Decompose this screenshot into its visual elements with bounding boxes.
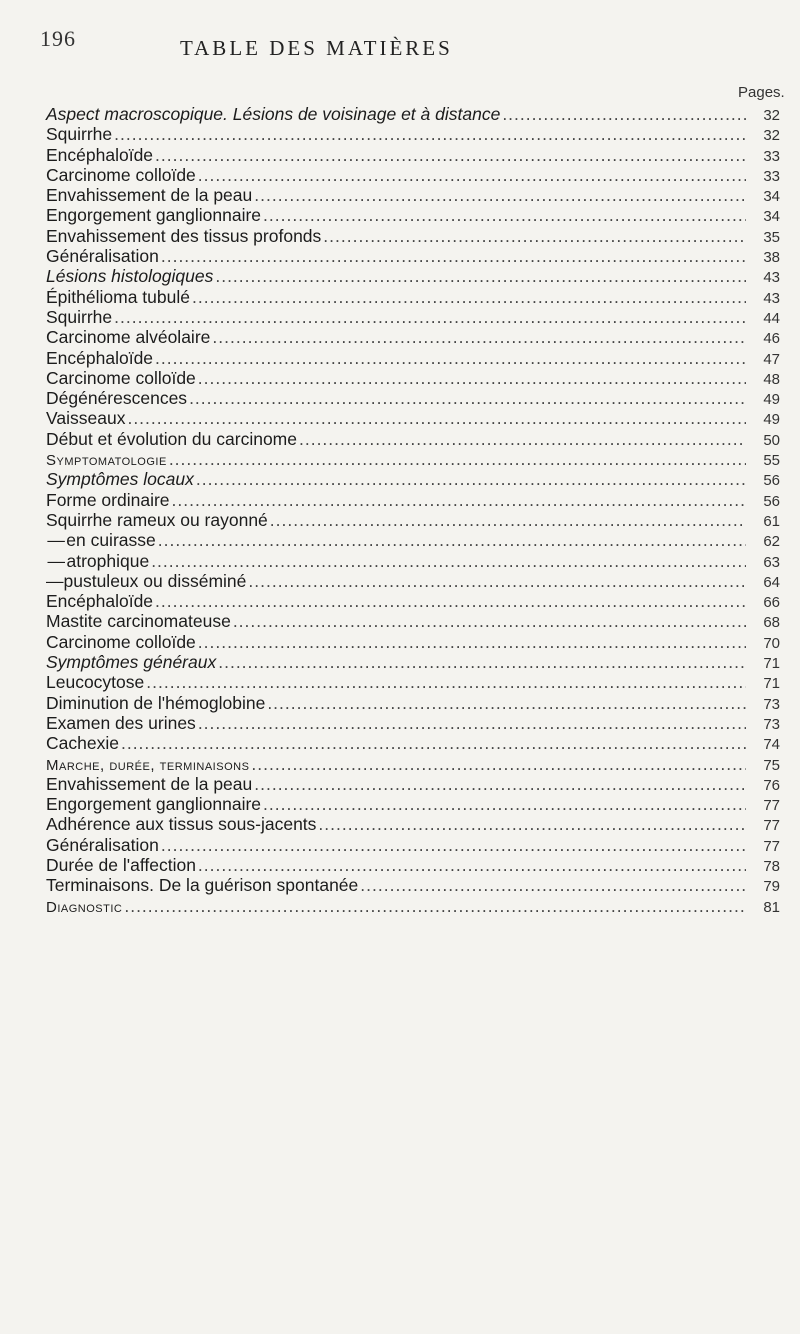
toc-entry (46, 327, 780, 347)
toc-entry (46, 408, 780, 428)
toc-entry (46, 632, 780, 652)
leader-dots (263, 205, 746, 225)
toc-entry-page: 43 (763, 269, 780, 287)
toc-entry-page: 46 (763, 330, 780, 348)
toc-entry (46, 287, 780, 307)
toc-entry-title: Engorgement ganglionnaire (46, 205, 262, 226)
leader-dots (151, 551, 746, 571)
leader-dots (270, 510, 746, 530)
toc-entry (46, 246, 780, 266)
toc-entry-title: Examen des urines (46, 712, 196, 733)
leader-dots (196, 469, 746, 489)
table-of-contents (46, 104, 780, 916)
leader-dots (254, 185, 746, 205)
toc-entry-title: Carcinome colloïde (46, 164, 196, 185)
toc-entry-page: 50 (763, 431, 780, 449)
toc-entry-title: Symptômes généraux (46, 652, 217, 673)
toc-entry-page: 48 (763, 370, 780, 388)
toc-entry-title: Aspect macroscopique. Lésions de voisinage et à distance (46, 104, 501, 124)
toc-entry-title: Engorgement ganglionnaire (46, 794, 262, 815)
toc-entry-title: Diagnostic (46, 898, 123, 916)
toc-entry-page: 56 (763, 472, 780, 490)
toc-entry (46, 368, 780, 388)
toc-entry-title: Encéphaloïde (46, 347, 154, 368)
leader-dots (212, 327, 746, 347)
toc-entry-page: 38 (763, 249, 780, 267)
leader-dots (146, 672, 746, 692)
toc-entry (46, 165, 780, 185)
leader-dots (218, 652, 746, 672)
toc-entry-title: pustuleux ou disséminé (63, 570, 247, 591)
toc-entry-title: Généralisation (46, 246, 159, 267)
toc-entry (46, 754, 780, 774)
leader-dots (189, 388, 746, 408)
toc-entry-title: Marche, durée, terminaisons (46, 756, 250, 774)
toc-entry (46, 124, 780, 144)
toc-entry (46, 774, 780, 794)
toc-entry (46, 266, 780, 286)
leader-dots (198, 855, 746, 875)
leader-dots (158, 530, 746, 550)
leader-dots (263, 794, 746, 814)
leader-dots (248, 571, 746, 591)
toc-entry-title: Encéphaloïde (46, 591, 154, 612)
continuation-dash: — (46, 570, 64, 591)
toc-entry-title: Adhérence aux tissus sous-jacents (46, 814, 317, 835)
toc-entry-page: 77 (763, 797, 780, 815)
toc-entry-title: Carcinome colloïde (46, 631, 196, 652)
toc-entry-page: 79 (763, 878, 780, 896)
toc-entry-page: 49 (763, 411, 780, 429)
toc-entry (46, 469, 780, 489)
toc-entry-page: 55 (763, 452, 780, 470)
toc-entry-title: Carcinome alvéolaire (46, 327, 211, 348)
toc-entry-title: Généralisation (46, 834, 159, 855)
toc-entry (46, 104, 780, 124)
leader-dots (114, 307, 746, 327)
leader-dots (155, 348, 746, 368)
continuation-dash: — (47, 530, 65, 551)
toc-entry-page: 44 (763, 309, 780, 327)
toc-entry-title: Vaisseaux (46, 408, 126, 429)
toc-entry-title: atrophique (66, 550, 150, 571)
toc-entry-page: 81 (763, 898, 780, 916)
toc-entry-title: en cuirasse (66, 530, 156, 551)
toc-entry (46, 814, 780, 834)
toc-entry-title: Envahissement des tissus profonds (46, 225, 322, 246)
toc-entry-page: 34 (763, 188, 780, 206)
leader-dots (172, 490, 746, 510)
toc-entry (46, 733, 780, 753)
toc-entry-page: 47 (763, 350, 780, 368)
toc-entry (46, 571, 780, 591)
toc-entry (46, 896, 780, 916)
toc-entry-title: Squirrhe rameux ou rayonné (46, 509, 268, 530)
toc-entry-title: Symptômes locaux (46, 469, 194, 490)
pages-column-label: Pages. (738, 84, 785, 101)
toc-entry (46, 591, 780, 611)
toc-entry (46, 226, 780, 246)
leader-dots (215, 266, 746, 286)
toc-entry-page: 34 (763, 208, 780, 226)
toc-entry-page: 49 (763, 391, 780, 409)
toc-entry (46, 185, 780, 205)
toc-entry (46, 348, 780, 368)
toc-entry-page: 66 (763, 594, 780, 612)
toc-entry-page: 77 (763, 817, 780, 835)
toc-entry (46, 855, 780, 875)
toc-entry-title: Cachexie (46, 733, 119, 754)
toc-entry (46, 490, 780, 510)
toc-entry-title: Squirrhe (46, 124, 113, 145)
toc-entry-page: 73 (763, 695, 780, 713)
toc-entry-title: Squirrhe (46, 306, 113, 327)
toc-entry-page: 76 (763, 776, 780, 794)
leader-dots (114, 124, 746, 144)
toc-entry-title: Forme ordinaire (46, 489, 170, 510)
leader-dots (502, 104, 746, 124)
toc-entry-title: Lésions histologiques (46, 266, 214, 287)
leader-dots (233, 611, 746, 631)
toc-entry (46, 449, 780, 469)
toc-entry (46, 145, 780, 165)
toc-entry-page: 75 (763, 756, 780, 774)
toc-entry-title: Carcinome colloïde (46, 367, 196, 388)
leader-dots (161, 246, 746, 266)
toc-entry-page: 32 (763, 127, 780, 145)
toc-entry-title: Terminaisons. De la guérison spontanée (46, 875, 359, 896)
toc-entry (46, 551, 780, 571)
toc-entry-page: 74 (763, 736, 780, 754)
page-number: 196 (40, 26, 76, 51)
leader-dots (161, 835, 746, 855)
toc-entry-page: 61 (763, 512, 780, 530)
toc-entry (46, 875, 780, 895)
leader-dots (360, 875, 746, 895)
toc-entry-page: 68 (763, 614, 780, 632)
leader-dots (127, 408, 746, 428)
toc-entry-page: 78 (763, 857, 780, 875)
toc-entry-title: Leucocytose (46, 672, 145, 693)
toc-entry-page: 56 (763, 492, 780, 510)
leader-dots (254, 774, 746, 794)
toc-entry (46, 672, 780, 692)
leader-dots (198, 632, 746, 652)
leader-dots (323, 226, 746, 246)
toc-entry-page: 73 (763, 715, 780, 733)
toc-entry (46, 611, 780, 631)
toc-entry-title: Encéphaloïde (46, 144, 154, 165)
page-header: TABLE DES MATIÈRES (180, 36, 453, 60)
leader-dots (198, 713, 746, 733)
leader-dots (169, 449, 746, 469)
leader-dots (155, 145, 746, 165)
leader-dots (318, 814, 746, 834)
leader-dots (267, 693, 746, 713)
toc-entry (46, 693, 780, 713)
toc-entry-page: 43 (763, 289, 780, 307)
continuation-dash: — (47, 550, 65, 571)
toc-entry-title: Envahissement de la peau (46, 185, 253, 206)
leader-dots (251, 754, 746, 774)
toc-entry (46, 510, 780, 530)
toc-entry-page: 33 (763, 147, 780, 165)
toc-entry (46, 652, 780, 672)
toc-entry (46, 835, 780, 855)
toc-entry-page: 35 (763, 228, 780, 246)
toc-entry-page: 71 (763, 675, 780, 693)
toc-entry-title: Symptomatologie (46, 452, 167, 470)
leader-dots (299, 429, 746, 449)
toc-entry-page: 64 (763, 573, 780, 591)
leader-dots (192, 287, 746, 307)
toc-entry-page: 70 (763, 634, 780, 652)
toc-entry (46, 713, 780, 733)
toc-entry-page: 33 (763, 167, 780, 185)
toc-entry-title: Diminution de l'hémoglobine (46, 692, 266, 713)
leader-dots (155, 591, 746, 611)
toc-entry-title: Dégénérescences (46, 388, 188, 409)
toc-entry-page: 63 (763, 553, 780, 571)
toc-entry (46, 429, 780, 449)
leader-dots (124, 896, 746, 916)
toc-entry (46, 388, 780, 408)
toc-entry-title: Épithélioma tubulé (46, 286, 190, 307)
leader-dots (121, 733, 746, 753)
toc-entry (46, 794, 780, 814)
toc-entry-page: 62 (763, 533, 780, 551)
toc-entry (46, 530, 780, 550)
toc-entry-page: 32 (763, 107, 780, 124)
toc-entry-title: Durée de l'affection (46, 854, 196, 875)
toc-entry-title: Début et évolution du carcinome (46, 428, 297, 449)
leader-dots (198, 368, 746, 388)
toc-entry-title: Envahissement de la peau (46, 773, 253, 794)
toc-entry (46, 307, 780, 327)
toc-entry-page: 71 (763, 655, 780, 673)
toc-entry-title: Mastite carcinomateuse (46, 611, 231, 632)
leader-dots (198, 165, 746, 185)
toc-entry-page: 77 (763, 837, 780, 855)
toc-entry (46, 205, 780, 225)
